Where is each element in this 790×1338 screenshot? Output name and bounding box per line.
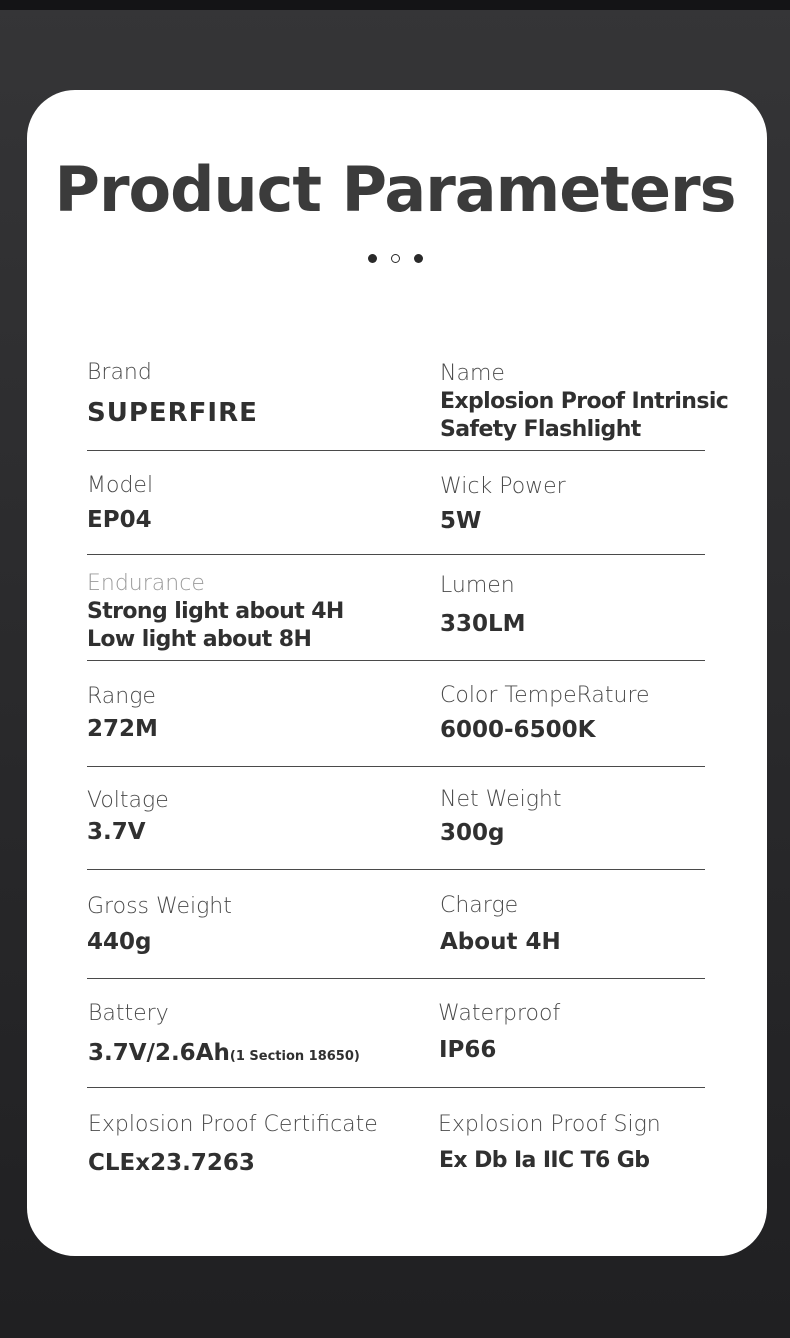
certificate-label: Explosion Proof Certificate [88, 1112, 378, 1137]
voltage-value: 3.7V [87, 819, 146, 845]
dot-icon [414, 254, 423, 263]
voltage-label: Voltage [87, 788, 169, 813]
brand-value: SUPERFIRE [87, 398, 258, 428]
model-value: EP04 [87, 507, 152, 533]
lumen-label: Lumen [440, 573, 515, 598]
dot-icon [368, 254, 377, 263]
waterproof-label: Waterproof [438, 1001, 561, 1026]
sign-label: Explosion Proof Sign [438, 1112, 661, 1137]
row-divider [87, 978, 705, 979]
range-value: 272M [87, 716, 158, 742]
gross-weight-value: 440g [87, 929, 152, 955]
battery-value-main: 3.7V/2.6Ah [88, 1040, 230, 1066]
color-temperature-value: 6000-6500K [440, 717, 596, 743]
page-title: Product Parameters [54, 153, 736, 226]
battery-value-note: (1 Section 18650) [229, 1049, 360, 1064]
endurance-value-line1: Strong light about 4H [87, 599, 344, 624]
top-bar [0, 0, 790, 10]
range-label: Range [87, 684, 156, 709]
battery-value [88, 1039, 360, 1071]
net-weight-label: Net Weight [440, 787, 562, 812]
carousel-dots [0, 254, 790, 266]
row-divider [87, 766, 705, 767]
row-divider [87, 450, 705, 451]
battery-label: Battery [88, 1001, 169, 1026]
name-value-line1: Explosion Proof Intrinsic [440, 389, 729, 414]
name-value-line2: Safety Flashlight [440, 417, 641, 442]
color-temperature-label: Color TempeRature [440, 683, 650, 708]
charge-value: About 4H [440, 929, 561, 955]
waterproof-value: IP66 [439, 1037, 497, 1063]
row-divider [87, 869, 705, 870]
endurance-value-line2: Low light about 8H [87, 627, 312, 652]
name-label: Name [440, 361, 505, 386]
sign-value: Ex Db Ia IIC T6 Gb [439, 1148, 650, 1173]
brand-label: Brand [87, 360, 152, 385]
wick-power-value: 5W [440, 508, 482, 534]
model-label: Model [87, 473, 154, 498]
charge-label: Charge [440, 893, 519, 918]
certificate-value: CLEx23.7263 [88, 1150, 255, 1176]
row-divider [87, 1087, 705, 1088]
row-divider [87, 554, 705, 555]
net-weight-value: 300g [440, 820, 505, 846]
dot-active-icon [391, 254, 400, 263]
lumen-value: 330LM [440, 611, 526, 637]
row-divider [87, 660, 705, 661]
endurance-label: Endurance [87, 571, 205, 596]
wick-power-label: Wick Power [440, 474, 566, 499]
gross-weight-label: Gross Weight [87, 894, 232, 919]
